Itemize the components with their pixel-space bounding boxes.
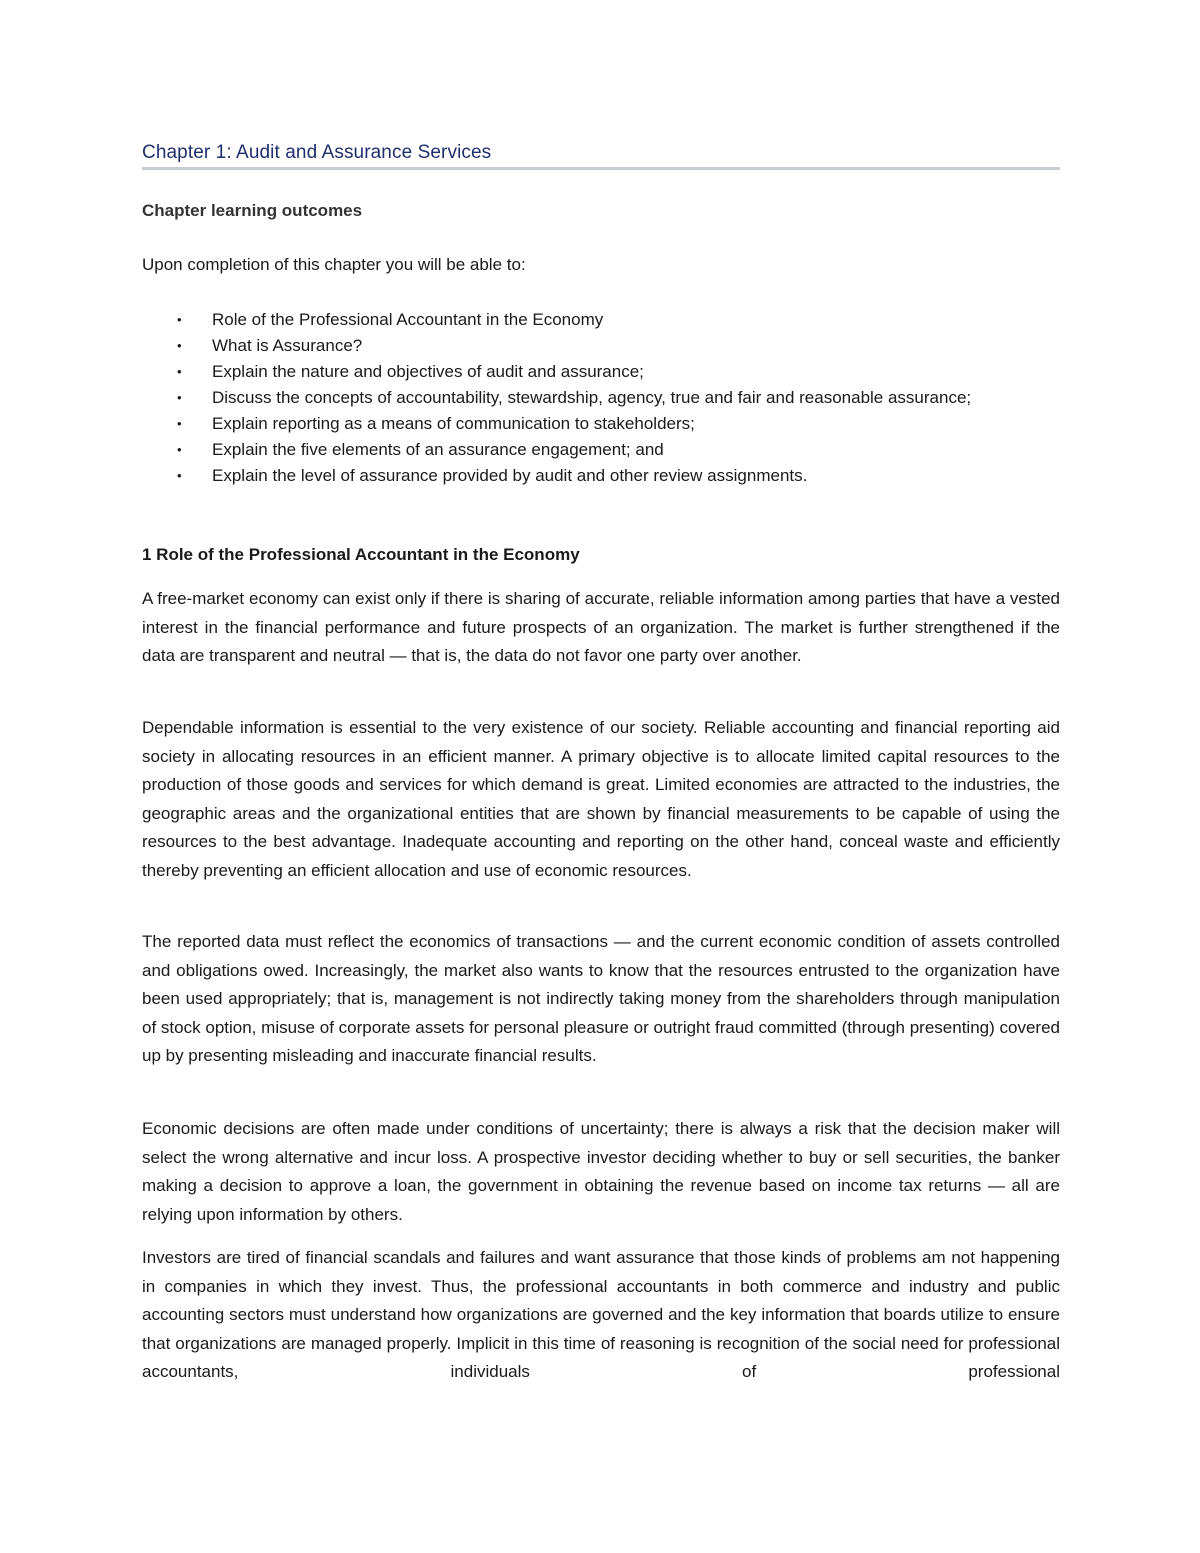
list-item — [142, 437, 1060, 463]
body-paragraph: Dependable information is essential to the very existence of our society. Reliable accounting and financial reporting aid society in allocating resources in an efficient manner. A primary objective is to allocate limited capital resources to the production of those goods and services for which demand is great. Limited economies are attracted to the industries, the geographic areas and the organizational entities that are shown by financial measurements to be capable of using the resources to the best advantage. Inadequate accounting and reporting on the other hand, conceal waste and efficiently thereby preventing an efficient allocation and use of economic resources. — [142, 718, 1060, 880]
bullet-icon: • — [177, 390, 182, 405]
chapter-title: Chapter 1: Audit and Assurance Services — [142, 142, 492, 163]
section-heading: 1 Role of the Professional Accountant in the Economy — [142, 545, 580, 564]
list-item — [142, 463, 1060, 489]
list-item — [142, 307, 1060, 333]
list-item-text: Explain the five elements of an assurance engagement; and — [212, 440, 664, 459]
bullet-icon: • — [177, 442, 182, 457]
list-item — [142, 333, 1060, 359]
bullet-icon: • — [177, 312, 182, 327]
body-paragraph: Investors are tired of financial scandals and failures and want assurance that those kinds of problems am not happening in companies in which they invest. Thus, the professional accountants in both commerce and industry and public accounting sectors must understand how organizations are governed and the key information that boards utilize to ensure that organizations are managed properly. Implicit in this time of reasoning is recognition of the social need for professional accountants, individuals of professional — [142, 1248, 1060, 1381]
bullet-icon: • — [177, 468, 182, 483]
list-item-text: Explain the level of assurance provided by audit and other review assignments. — [212, 466, 808, 485]
bullet-icon: • — [177, 416, 182, 431]
body-paragraph: Economic decisions are often made under conditions of uncertainty; there is always a risk that the decision maker will select the wrong alternative and incur loss. A prospective investor deciding whether to buy or sell securities, the banker making a decision to approve a loan, the government in obtaining the revenue based on income tax returns — all are relying upon information by others. — [142, 1119, 1060, 1224]
list-item — [142, 411, 1060, 437]
title-divider — [142, 167, 1060, 170]
list-item-text: Role of the Professional Accountant in the Economy — [212, 310, 604, 329]
body-paragraph: The reported data must reflect the economics of transactions — and the current economic condition of assets controlled and obligations owed. Increasingly, the market also wants to know that the resources entrusted to the organization have been used appropriately; that is, management is not indirectly taking money from the shareholders through manipulation of stock option, misuse of corporate assets for personal pleasure or outright fraud committed (through presenting) covered up by presenting misleading and inaccurate financial results. — [142, 932, 1060, 1065]
list-item-text: Explain the nature and objectives of audit and assurance; — [212, 362, 644, 381]
list-item — [142, 359, 1060, 385]
bullet-icon: • — [177, 364, 182, 379]
outcomes-list — [142, 307, 1060, 489]
body-paragraph: A free-market economy can exist only if there is sharing of accurate, reliable information among parties that have a vested interest in the financial performance and future prospects of an organization. The market is further strengthened if the data are transparent and neutral — that is, the data do not favor one party over another. — [142, 589, 1060, 665]
list-item-text: Discuss the concepts of accountability, stewardship, agency, true and fair and reasonable assurance; — [212, 388, 972, 407]
bullet-icon: • — [177, 338, 182, 353]
list-item-text: What is Assurance? — [212, 336, 363, 355]
outcomes-heading: Chapter learning outcomes — [142, 201, 363, 220]
intro-text: Upon completion of this chapter you will be able to: — [142, 255, 526, 274]
list-item — [142, 385, 1060, 411]
list-item-text: Explain reporting as a means of communication to stakeholders; — [212, 414, 695, 433]
